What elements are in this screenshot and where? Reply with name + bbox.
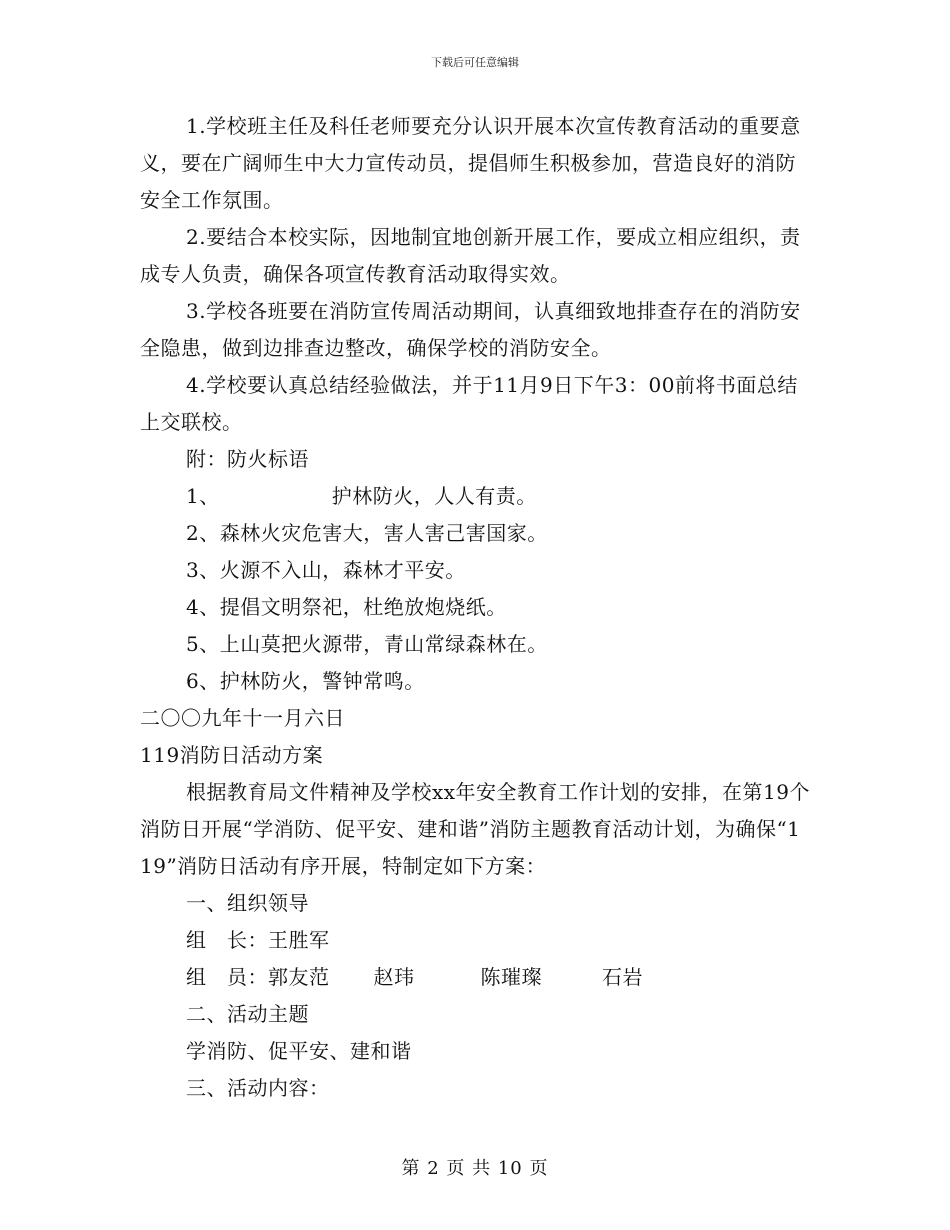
slogan-item: 3、火源不入山，森林才平安。 — [186, 558, 466, 582]
slogan-item: 6、护林防火，警钟常鸣。 — [186, 669, 425, 693]
members-line — [140, 959, 810, 996]
leader-line — [140, 922, 810, 959]
section-heading-3: 三、活动内容： — [186, 1076, 330, 1100]
paragraph-4: 4.学校要认真总结经验做法，并于11月9日下午3：00前将书面总结上交联校。 — [140, 373, 798, 434]
paragraph-1: 1.学校班主任及科任老师要充分认识开展本次宣传教育活动的重要意义，要在广阔师生中大力宣传动员，提倡师生积极参加，营造良好的消防安全工作氛围。 — [140, 114, 801, 212]
paragraph-3: 3.学校各班要在消防宣传周活动期间，认真细致地排查存在的消防安全隐患，做到边排查边整改，确保学校的消防安全。 — [140, 299, 801, 360]
page-footer: 第 2 页 共 10 页 — [401, 1158, 549, 1179]
section-heading-1: 一、组织领导 — [186, 891, 309, 915]
slogan-item: 2、森林火灾危害大，害人害己害国家。 — [186, 521, 548, 545]
paragraph-5: 根据教育局文件精神及学校xx年安全教育工作计划的安排，在第19个消防日开展“学消防、促平安、建和谐”消防主题教育活动计划，为确保“119”消防日活动有序开展，特制定如下方案： — [140, 780, 811, 878]
member-name: 陈璀璨 — [480, 965, 542, 989]
appendix-title: 附：防火标语 — [186, 447, 309, 471]
slogan-text: 护林防火，人人有责。 — [331, 484, 537, 508]
members-label: 组 员： — [186, 965, 268, 989]
theme-line: 学消防、促平安、建和谐 — [186, 1039, 412, 1063]
slogan-number: 1、 — [186, 484, 220, 508]
slogan-item: 4、提倡文明祭祀，杜绝放炮烧纸。 — [186, 595, 507, 619]
member-name: 赵玮 — [373, 965, 415, 989]
paragraph-2: 2.要结合本校实际，因地制宜地创新开展工作，要成立相应组织，责成专人负责，确保各项宣传教育活动取得实效。 — [140, 225, 801, 286]
section-heading-2: 二、活动主题 — [186, 1002, 309, 1026]
leader-label: 组 长： — [186, 928, 268, 952]
page-header: 下载后可任意编辑 — [431, 56, 519, 69]
plan-title: 119消防日活动方案 — [140, 743, 324, 767]
date-line: 二〇〇九年十一月六日 — [140, 706, 345, 730]
slogan-item — [140, 478, 810, 515]
member-name: 郭友范 — [268, 965, 330, 989]
leader-name: 王胜军 — [268, 928, 330, 952]
document-body — [140, 108, 810, 1107]
member-name: 石岩 — [602, 965, 643, 989]
slogan-item: 5、上山莫把火源带，青山常绿森林在。 — [186, 632, 548, 656]
